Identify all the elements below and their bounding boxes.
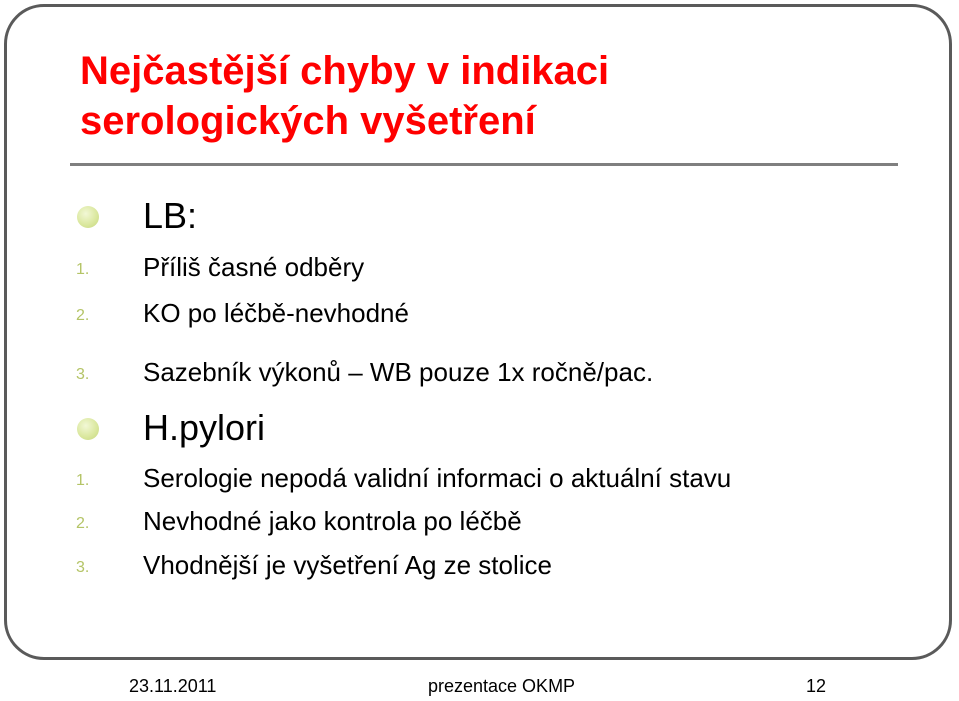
- title-line-1: Nejčastější chyby v indikaci: [80, 49, 610, 93]
- title-divider: [70, 163, 898, 166]
- title-line-2: serologických vyšetření: [80, 99, 536, 143]
- item-number: 3.: [76, 559, 90, 576]
- list-item: KO po léčbě-nevhodné: [143, 298, 409, 328]
- slide-title: [80, 46, 900, 146]
- footer-date: 23.11.2011: [129, 676, 217, 696]
- footer-page-number: 12: [806, 676, 827, 696]
- list-item: Příliš časné odběry: [143, 252, 365, 282]
- footer-presentation-name: prezentace OKMP: [428, 676, 576, 696]
- bullet-icon: [77, 418, 99, 440]
- item-number: 3.: [76, 366, 90, 383]
- list-item: Nevhodné jako kontrola po léčbě: [143, 506, 522, 536]
- section-heading-hpylori: H.pylori: [143, 407, 266, 448]
- item-number: 1.: [76, 472, 90, 489]
- bullet-icon: [77, 206, 99, 228]
- list-item: Vhodnější je vyšetření Ag ze stolice: [143, 550, 553, 580]
- item-number: 2.: [76, 515, 90, 532]
- item-number: 1.: [76, 261, 90, 278]
- list-item: Serologie nepodá validní informaci o aktuální stavu: [143, 463, 732, 493]
- list-item: Sazebník výkonů – WB pouze 1x ročně/pac.: [143, 357, 654, 387]
- item-number: 2.: [76, 307, 90, 324]
- section-heading-lb: LB:: [143, 195, 198, 236]
